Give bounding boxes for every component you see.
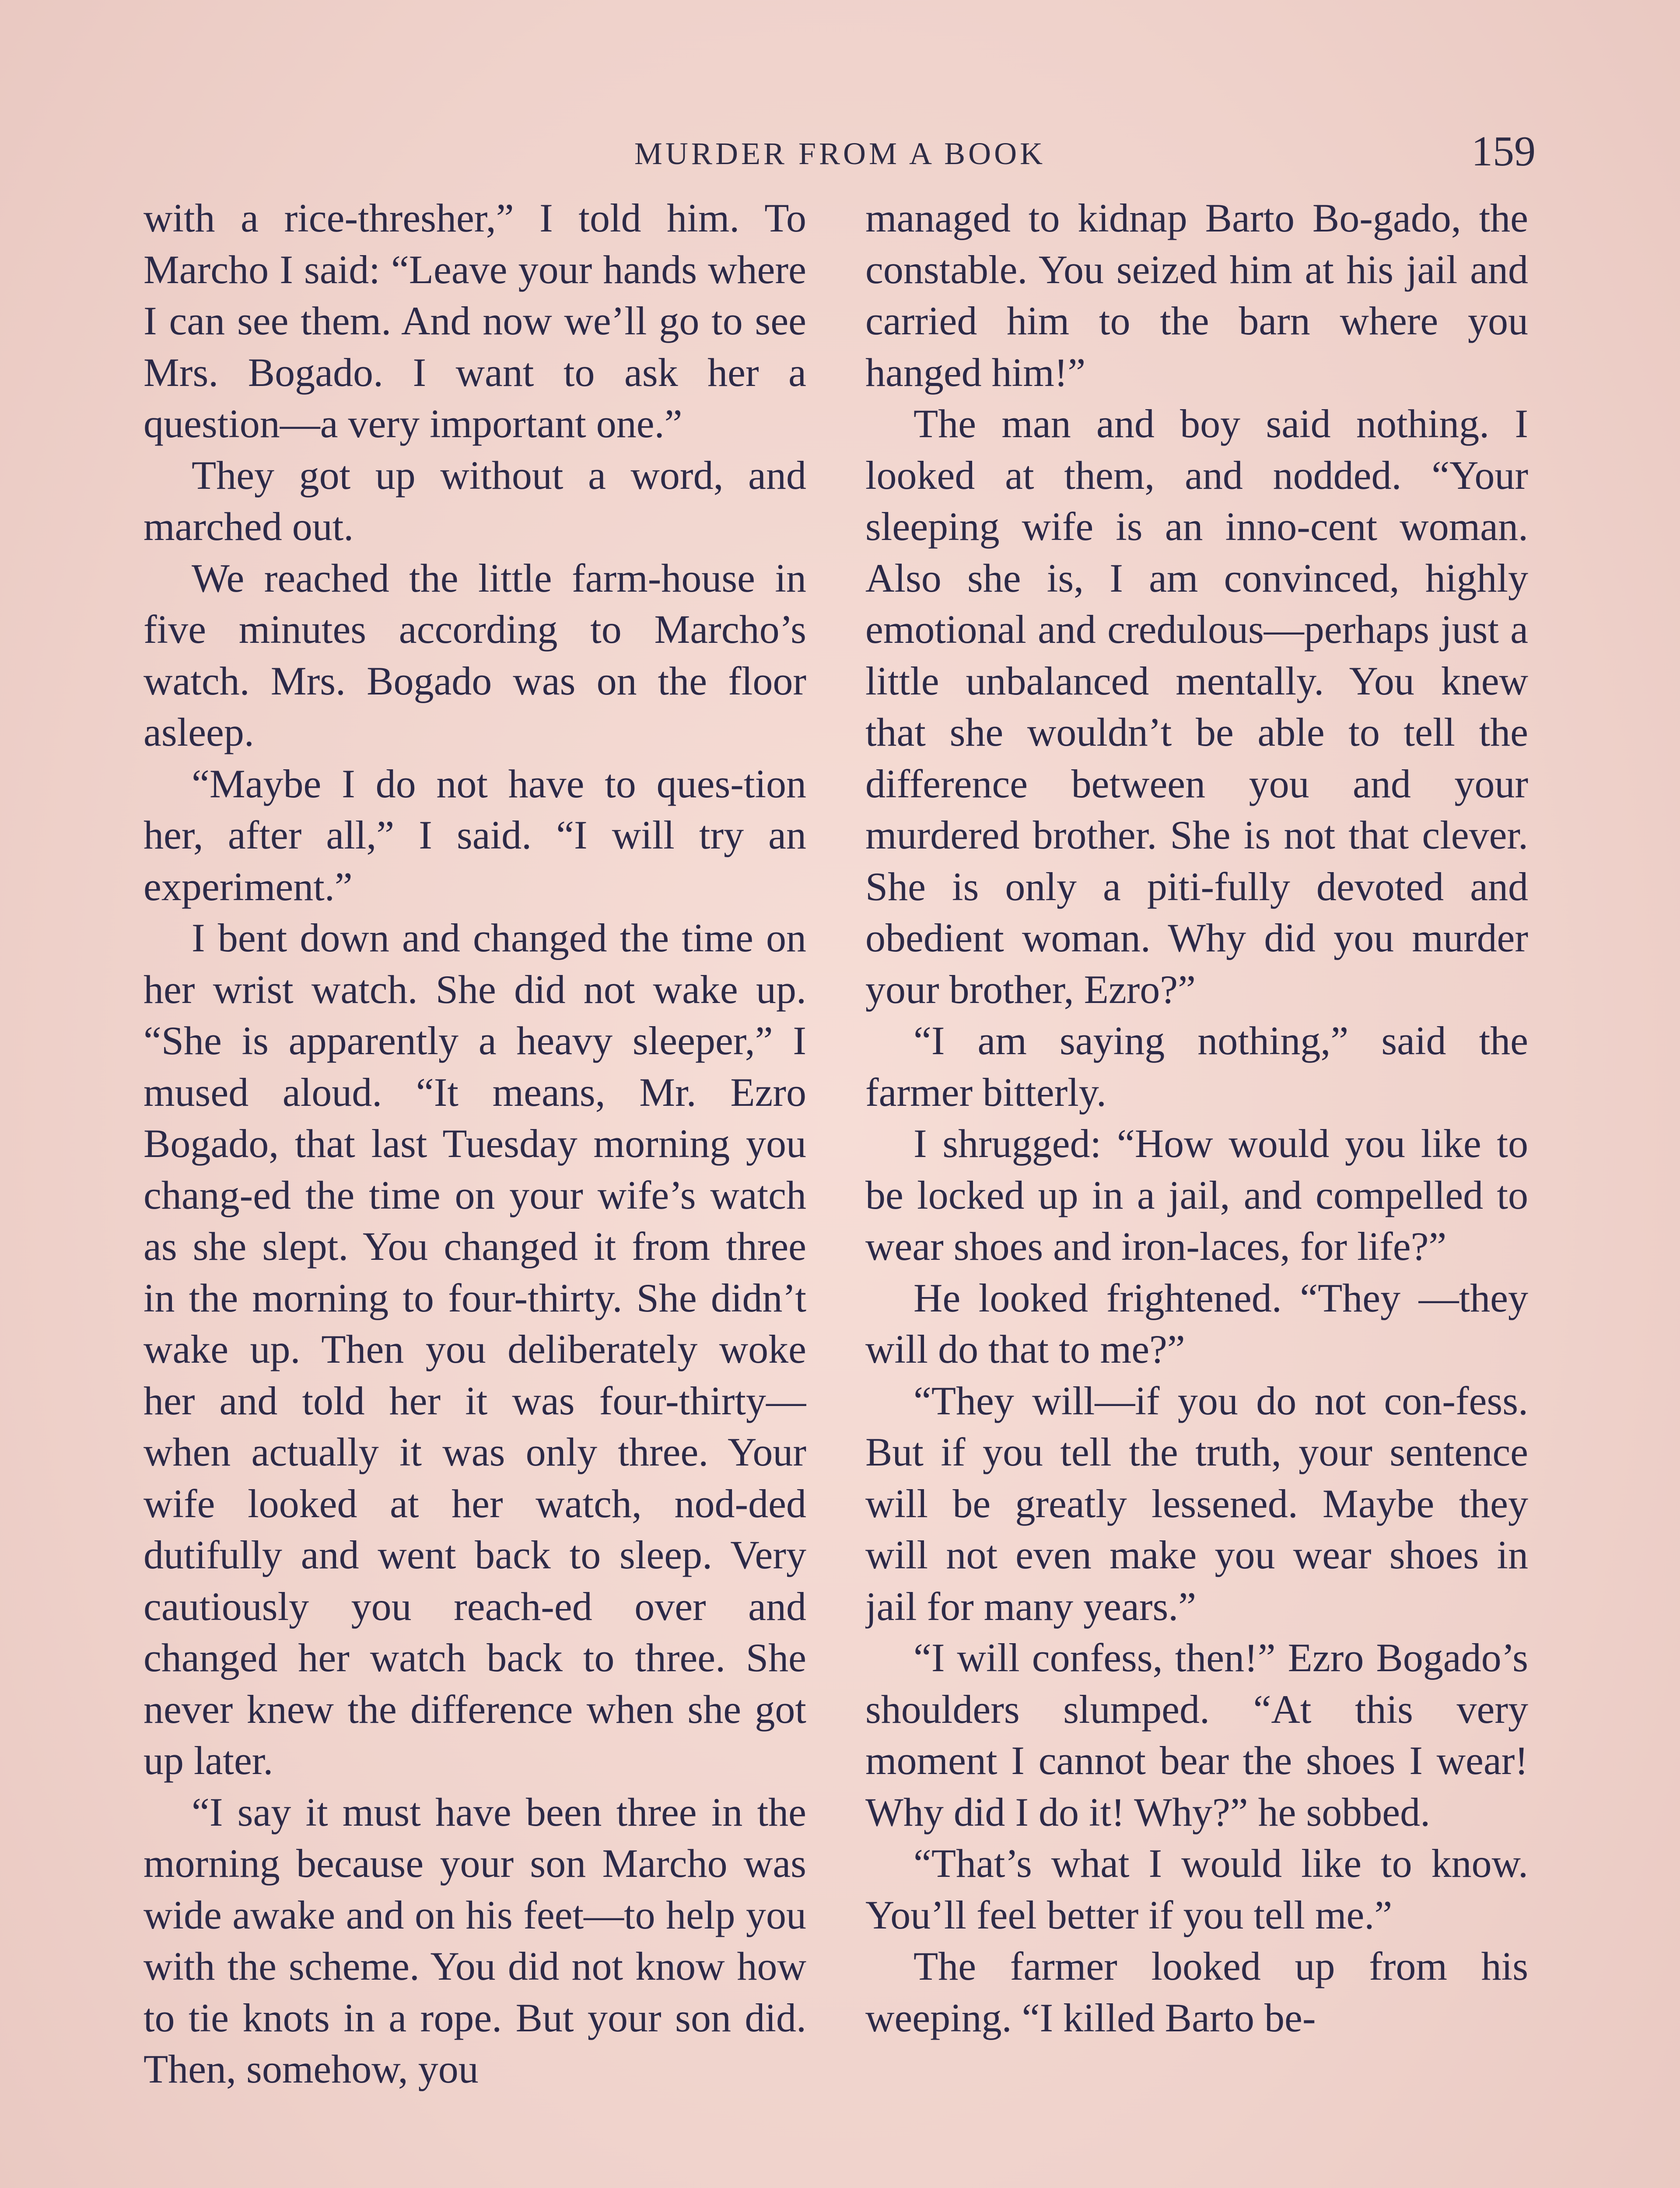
left-column	[144, 193, 806, 2188]
paragraph: The man and boy said nothing. I looked at them, and nodded. “Your sleeping wife is an inno-cent woman. Also she is, I am convinced, highly emotional and credulous—perhaps just a little unbalanced mentally. You knew that she wouldn’t be able to tell the difference between you and your murdered brother. She is not that clever. She is only a piti-fully devoted and obedient woman. Why did you murder your brother, Ezro?”	[865, 401, 1528, 1012]
paragraph: He looked frightened. “They —they will do that to me?”	[865, 1275, 1528, 1371]
paragraph: The farmer looked up from his weeping. “I killed Barto be-	[865, 1944, 1528, 2040]
paragraph: “I am saying nothing,” said the farmer bitterly.	[865, 1018, 1528, 1115]
page-number: 159	[1471, 128, 1536, 175]
paragraph: I bent down and changed the time on her wrist watch. She did not wake up. “She is apparently a heavy sleeper,” I mused aloud. “It means, Mr. Ezro Bogado, that last Tuesday morning you chang-ed the time on your wife’s watch as she slept. You changed it from three in the morning to four-thirty. She didn’t wake up. Then you deliberately woke her and told her it was four-thirty—when actually it was only three. Your wife looked at her watch, nod-ded dutifully and went back to sleep. Very cautiously you reach-ed over and changed her watch back to three. She never knew the difference when she got up later.	[144, 915, 806, 1783]
paragraph: “I say it must have been three in the morning because your son Marcho was wide awake and on his feet—to help you with the scheme. You did not know how to tie knots in a rope. But your son did. Then, somehow, you	[144, 1789, 806, 2091]
paragraph: “Maybe I do not have to ques-tion her, after all,” I said. “I will try an experiment.”	[144, 761, 806, 909]
right-column	[865, 193, 1528, 2188]
page-header	[144, 127, 1536, 175]
paragraph: “They will—if you do not con-fess. But if you tell the truth, your sentence will be greatly lessened. Maybe they will not even make you wear shoes in jail for many years.”	[865, 1378, 1528, 1629]
paragraph: I shrugged: “How would you like to be locked up in a jail, and compelled to wear shoes and iron-laces, for life?”	[865, 1121, 1528, 1269]
paragraph: managed to kidnap Barto Bo-gado, the constable. You seized him at his jail and carried him to the barn where you hanged him!”	[865, 196, 1528, 395]
running-title: MURDER FROM A BOOK	[634, 136, 1046, 171]
paragraph: They got up without a word, and marched out.	[144, 452, 806, 549]
paragraph: with a rice-thresher,” I told him. To Marcho I said: “Leave your hands where I can see them. And now we’ll go to see Mrs. Bogado. I want to ask her a question—a very important one.”	[144, 196, 806, 446]
paragraph: We reached the little farm-house in five minutes according to Marcho’s watch. Mrs. Bogado was on the floor asleep.	[144, 555, 806, 754]
paragraph: “I will confess, then!” Ezro Bogado’s shoulders slumped. “At this very moment I cannot bear the shoes I wear! Why did I do it! Why?” he sobbed.	[865, 1635, 1528, 1834]
paragraph: “That’s what I would like to know. You’ll feel better if you tell me.”	[865, 1841, 1528, 1937]
